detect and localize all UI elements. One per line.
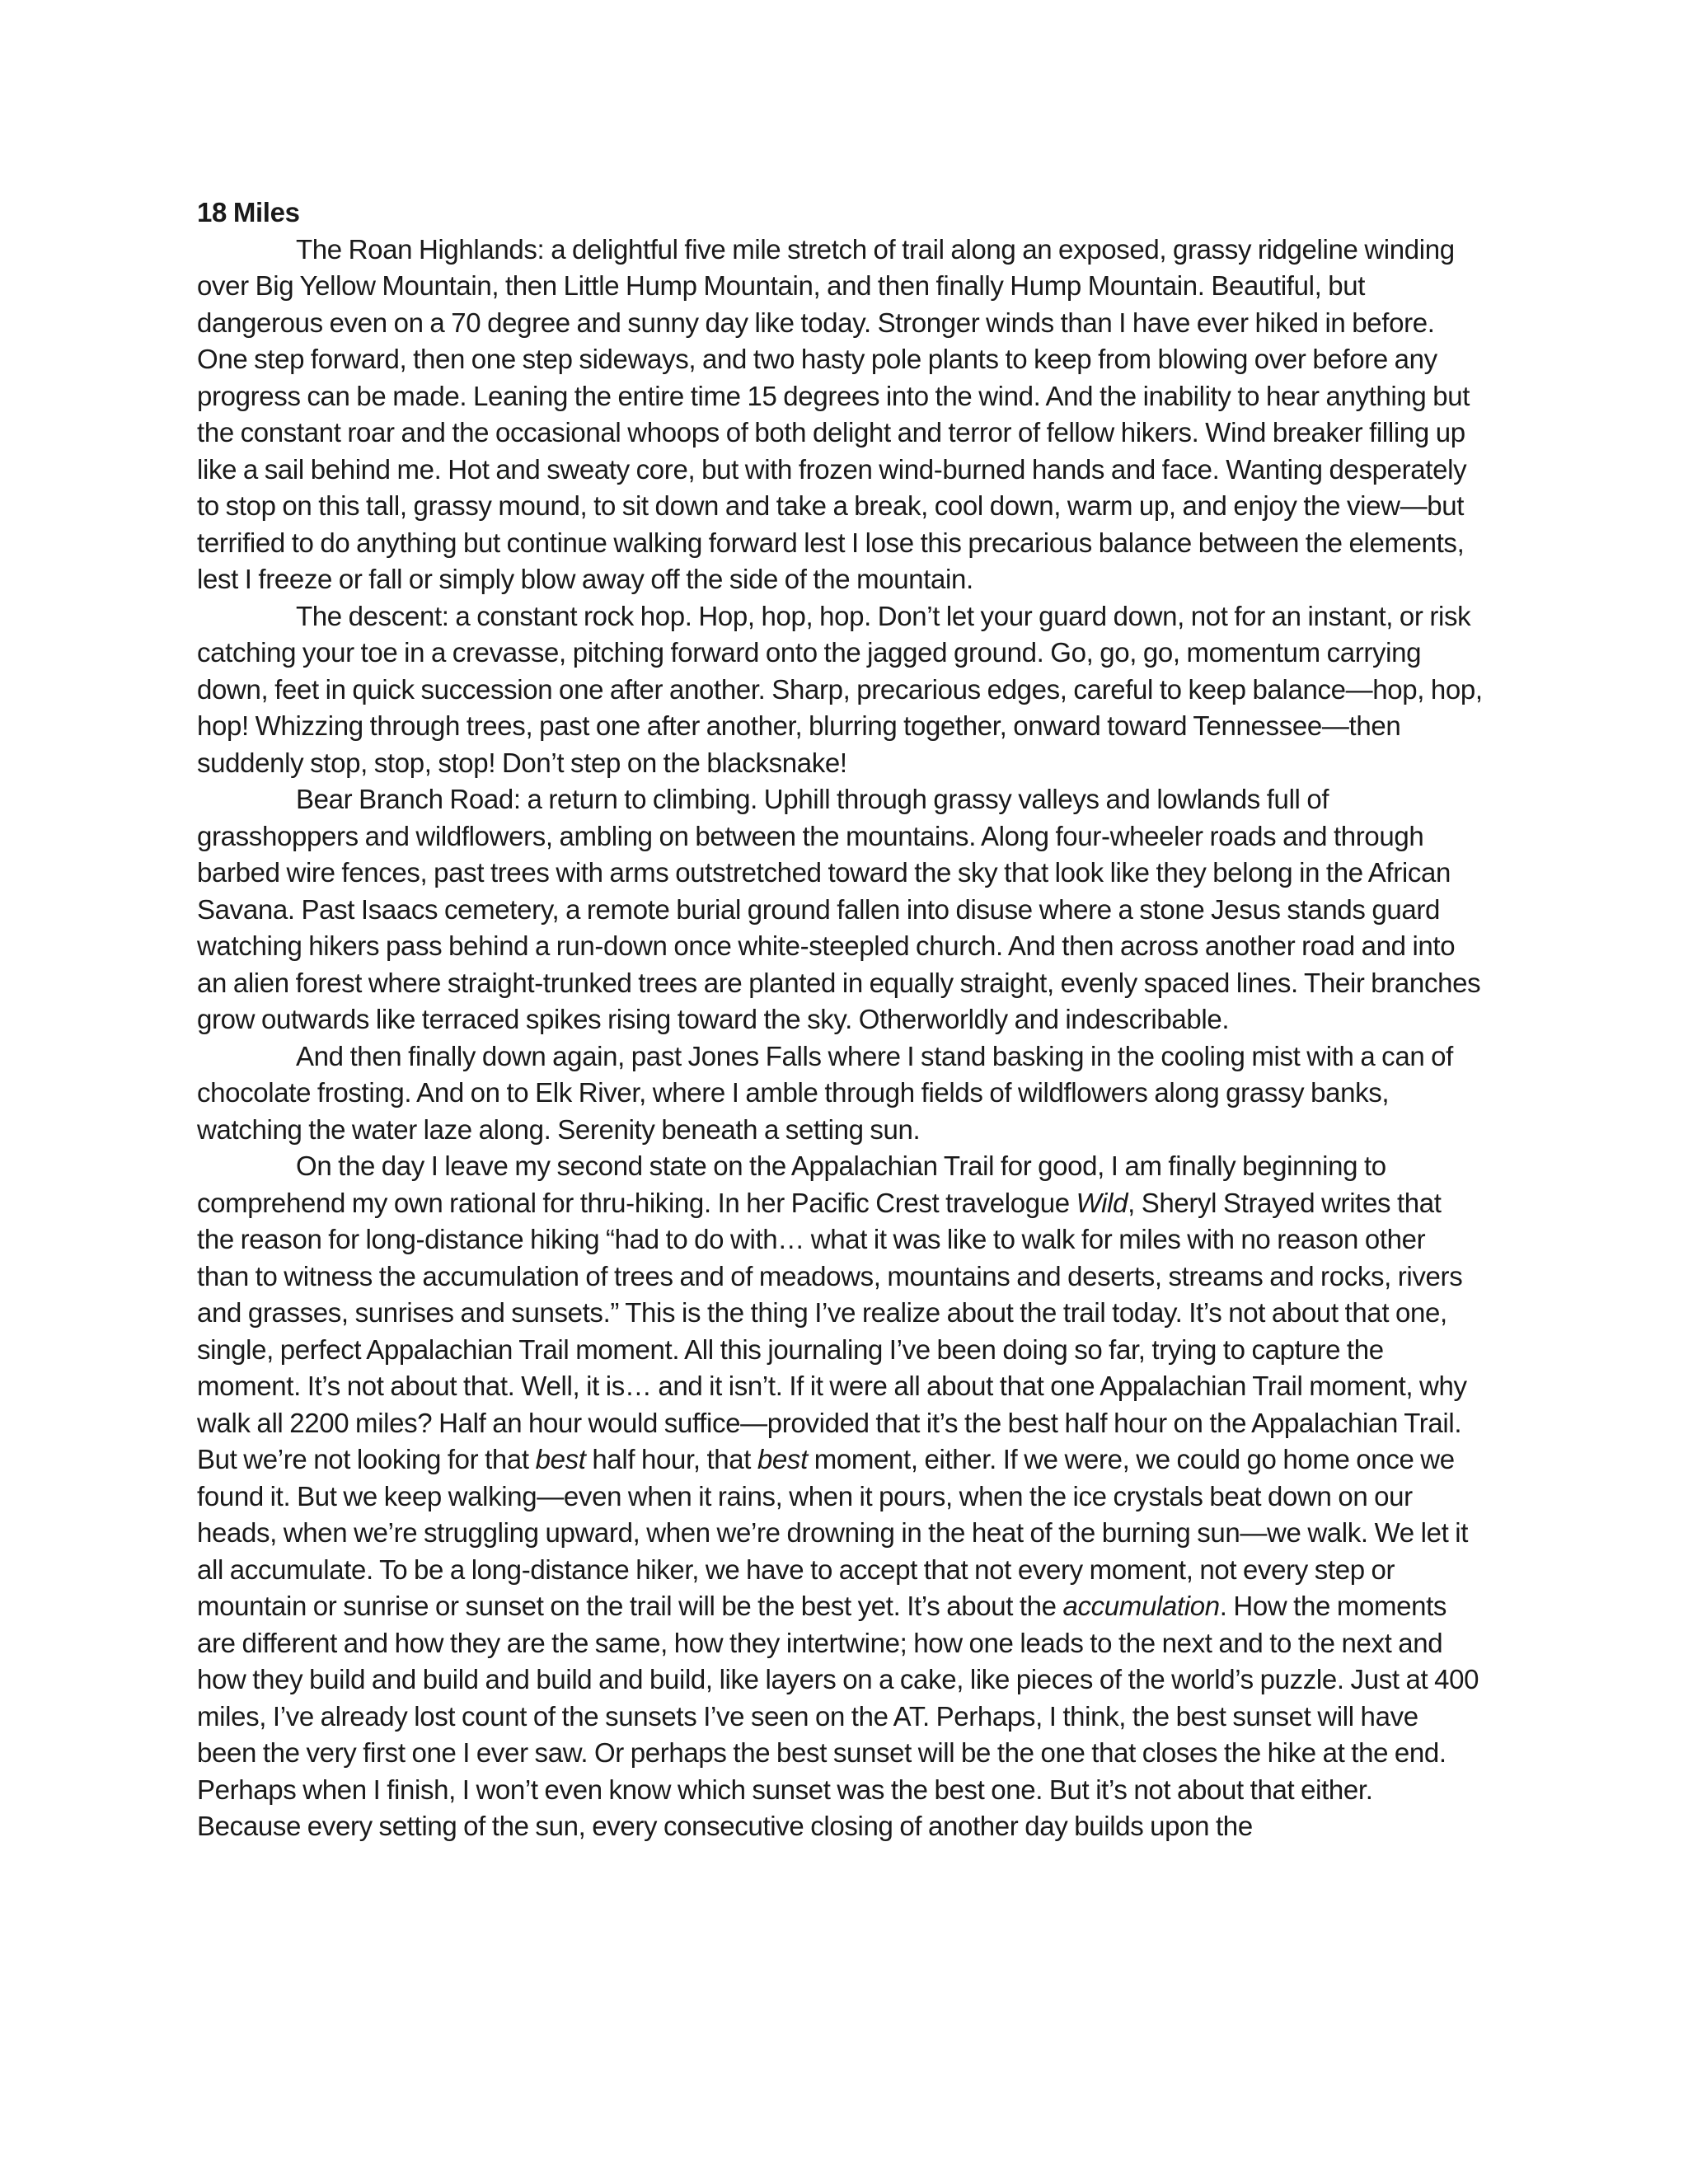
paragraph-text: The Roan Highlands: a delightful five mile stretch of trail along an exposed, grassy ridgeline winding over Big Yellow Mountain, then Little Hump Mountain, and then finally Hump Mountain. Beautiful, but dangerous even on a 70 degree and sunny day like today. Stronger winds than I have ever hiked in before. One step forward, then one step sideways, and two hasty pole plants to keep from blowing over before any progress can be made. Leaning the entire time 15 degrees into the wind. And the inability to hear anything but the constant roar and the occasional whoops of both delight and terror of fellow hikers. Wind breaker filling up like a sail behind me. Hot and sweaty core, but with frozen wind-burned hands and face. Wanting desperately to stop on this tall, grassy mound, to sit down and take a break, cool down, warm up, and enjoy the view—but terrified to do anything but continue walking forward lest I lose this precarious balance between the elements, lest I freeze or fall or simply blow away off the side of the mountain.: [197, 233, 1470, 594]
body-paragraph: [197, 232, 1483, 598]
paragraph-text: , Sheryl Strayed writes that the reason for long-distance hiking “had to do with… what it was like to walk for miles with no reason other than to witness the accumulation of trees and of meadows, mountains and deserts, streams and rocks, rivers and grasses, sunrises and sunsets.” This is the thing I’ve realize about the trail today. It’s not about that one, single, perfect Appalachian Trail moment. All this journaling I’ve been doing so far, trying to capture the moment. It’s not about that. Well, it is… and it isn’t. If it were all about that one Appalachian Trail moment, why walk all 2200 miles? Half an hour would suffice—provided that it’s the best half hour on the Appalachian Trail. But we’re not looking for that: [197, 1187, 1467, 1474]
document-page: [197, 194, 1483, 1845]
body-paragraph: [197, 598, 1483, 782]
italic-text: accumulation: [1062, 1591, 1220, 1621]
paragraph-text: On the day I leave my second state on the Appalachian Trail for good, I am finally beginning to comprehend my own rational for thru-hiking. In her Pacific Crest travelogue: [197, 1151, 1386, 1218]
paragraph-text: The descent: a constant rock hop. Hop, hop, hop. Don’t let your guard down, not for an instant, or risk catching your toe in a crevasse, pitching forward onto the jagged ground. Go, go, go, momentum carrying down, feet in quick succession one after another. Sharp, precarious edges, careful to keep balance—hop, hop, hop! Whizzing through trees, past one after another, blurring together, onward toward Tennessee—then suddenly stop, stop, stop! Don’t step on the blacksnake!: [197, 600, 1483, 778]
body-paragraph: [197, 1148, 1483, 1845]
document-body: [197, 232, 1483, 1845]
paragraph-text: moment, either. If we were, we could go home once we found it. But we keep walking—even when it rains, when it pours, when the ice crystals beat down on our heads, when we’re struggling upward, when we’re drowning in the heat of the burning sun—we walk. We let it all accumulate. To be a long-distance hiker, we have to accept that not every moment, not every step or mountain or sunrise or sunset on the trail will be the best yet. It’s about the: [197, 1444, 1469, 1621]
paragraph-text: . How the moments are different and how they are the same, how they intertwine; how one leads to the next and to the next and how they build and build and build and build, like layers on a cake, like pieces of the world’s puzzle. Just at 400 miles, I’ve already lost count of the sunsets I’ve seen on the AT. Perhaps, I think, the best sunset will have been the very first one I ever saw. Or perhaps the best sunset will be the one that closes the hike at the end. Perhaps when I finish, I won’t even know which sunset was the best one. But it’s not about that either. Because every setting of the sun, every consecutive closing of another day builds upon the: [197, 1591, 1479, 1841]
paragraph-text: Bear Branch Road: a return to climbing. Uphill through grassy valleys and lowlands full of grasshoppers and wildflowers, ambling on between the mountains. Along four-wheeler roads and through barbed wire fences, past trees with arms outstretched toward the sky that look like they belong in the African Savana. Past Isaacs cemetery, a remote burial ground fallen into disuse where a stone Jesus stands guard watching hikers pass behind a run-down once white-steepled church. And then across another road and into an alien forest where straight-trunked trees are planted in equally straight, evenly spaced lines. Their branches grow outwards like terraced spikes rising toward the sky. Otherworldly and indescribable.: [197, 784, 1481, 1034]
italic-text: Wild: [1076, 1187, 1128, 1218]
document-title: 18 Miles: [197, 197, 300, 227]
italic-text: best: [757, 1444, 808, 1474]
paragraph-text: half hour, that: [585, 1444, 757, 1474]
body-paragraph: [197, 1038, 1483, 1149]
body-paragraph: [197, 781, 1483, 1038]
italic-text: best: [535, 1444, 586, 1474]
paragraph-text: And then finally down again, past Jones Falls where I stand basking in the cooling mist with a can of chocolate frosting. And on to Elk River, where I amble through fields of wildflowers along grassy banks, watching the water laze along. Serenity beneath a setting sun.: [197, 1040, 1453, 1145]
